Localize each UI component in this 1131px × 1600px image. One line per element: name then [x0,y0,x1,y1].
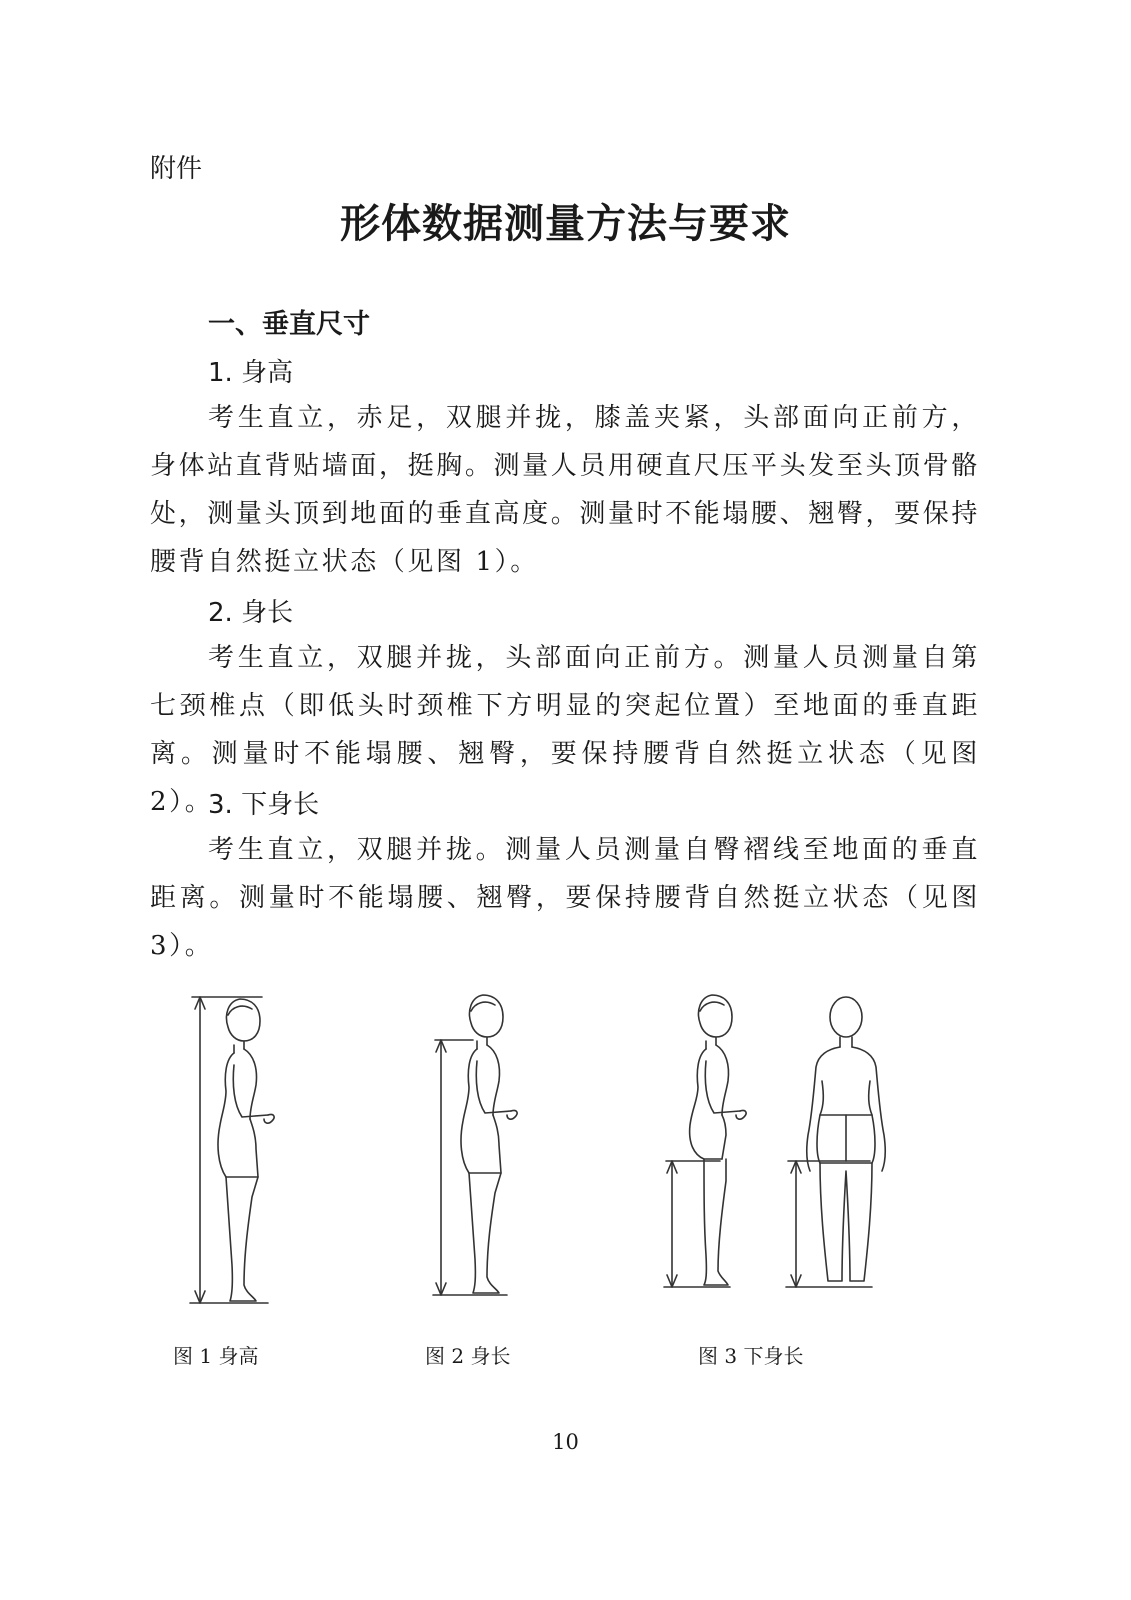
figure-1-height [160,985,320,1315]
measure-line-back [786,1161,872,1287]
item-heading-body-length: 2. 身长 [208,598,294,628]
document-title: 形体数据测量方法与要求 [340,200,791,247]
figure-2-caption: 图 2 身长 [425,1344,511,1368]
item-text-lower-body-length: 考生直立，双腿并拢。测量人员测量自臀褶线至地面的垂直距离。测量时不能塌腰、翘臀，要保持腰背自然挺立状态（见图 3）。 [150,835,980,961]
item-heading-height: 1. 身高 [208,358,294,388]
section-heading: 一、垂直尺寸 [208,309,370,340]
item-text-body-length: 考生直立，双腿并拢，头部面向正前方。测量人员测量自第七颈椎点（即低头时颈椎下方明显的突起位置）至地面的垂直距离。测量时不能塌腰、翘臀，要保持腰背自然挺立状态（见图 2）。 [150,643,980,817]
page-number: 10 [552,1430,579,1454]
human-side-figure [218,999,274,1301]
human-back-figure [807,997,886,1281]
figure-3-caption: 图 3 下身长 [698,1344,804,1368]
figure-2-body-length [425,985,585,1315]
figure-3-lower-body-length [660,985,910,1315]
attachment-label: 附件 [150,154,203,184]
item-heading-lower-body-length: 3. 下身长 [208,790,320,820]
measure-line [433,1040,507,1295]
figure-1-caption: 图 1 身高 [173,1344,259,1368]
item-text-height: 考生直立，赤足，双腿并拢，膝盖夹紧，头部面向正前方，身体站直背贴墙面，挺胸。测量人员用硬直尺压平头发至头顶骨骼处，测量头顶到地面的垂直高度。测量时不能塌腰、翘臀，要保持腰背自然挺立状态（见图 1）。 [150,403,980,577]
human-side-figure [690,995,746,1285]
